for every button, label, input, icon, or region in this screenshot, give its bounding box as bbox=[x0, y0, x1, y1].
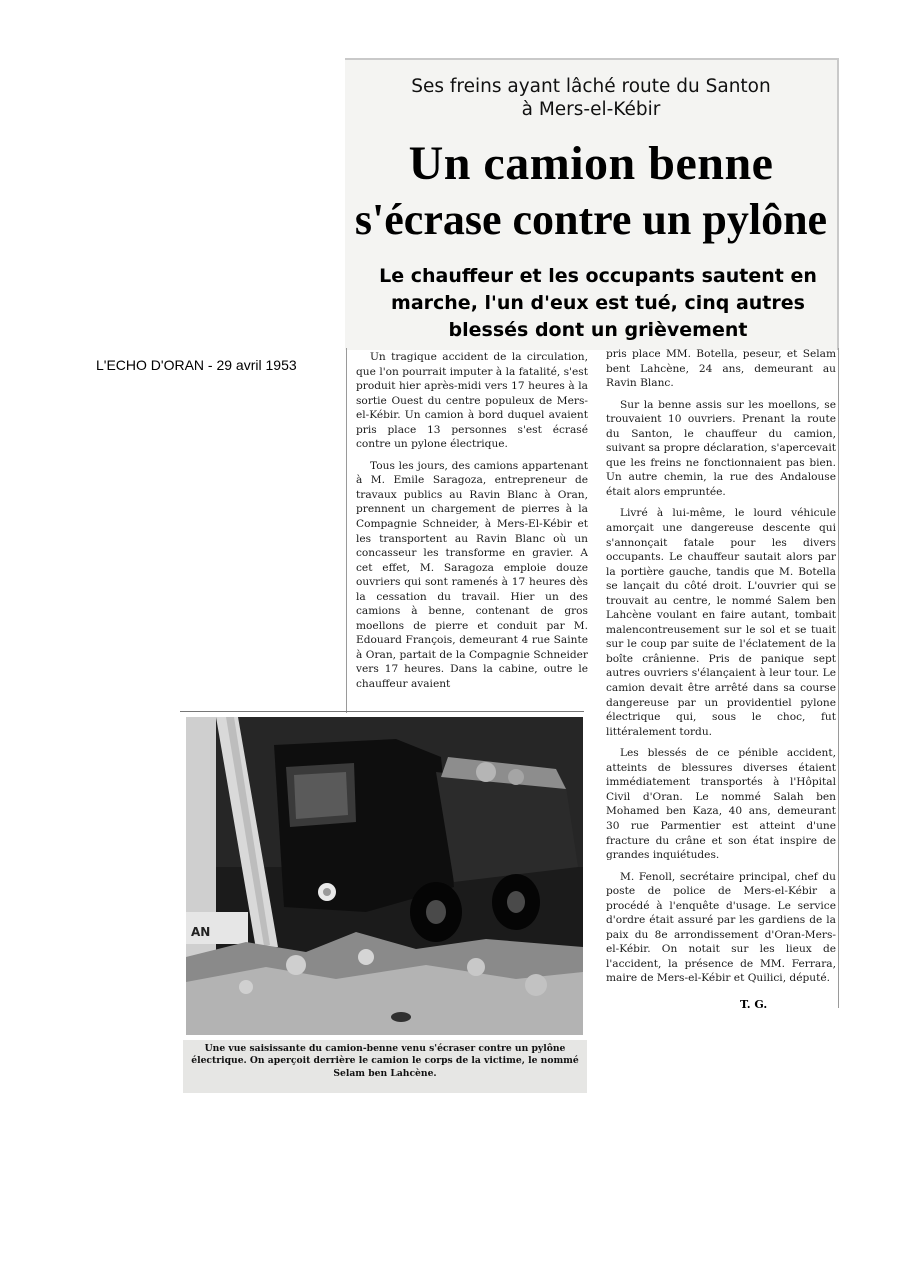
column2-paragraph: Livré à lui-même, le lourd véhicule amorçait une dangereuse descente qui s'annonçait fatale pour les divers occupants. Le chauffeur sautait alors par la portière gauche, tandis que M. Botella se lançait du côté droit. L'ouvrier qui se trouvait au centre, le nommé Salem ben Lahcène voulant en faire autant, tombait malencontreusement sur le sol et se tuait sur le coup par suite de l'éclatement de la boîte crânienne. Pris de panique sept autres ouvriers s'élançaient à leur tour. Le camion devait être arrêté dans sa course dangereuse par un providentiel pylone électrique qui, sous le choc, fut littéralement tordu. bbox=[606, 507, 836, 738]
article-kicker bbox=[345, 75, 837, 121]
column1-paragraph: Tous les jours, des camions appartenant à M. Emile Saragoza, entrepreneur de travaux publics au Ravin Blanc à Oran, prennent un chargement de pierres à la Compagnie Schneider, à Mers-El-Kébir et les transportent au Ravin Blanc où un concasseur les transforme en gravier. A cet effet, M. Saragoza emploie douze ouvriers qui sont ramenés à 17 heures dès la cessation du travail. Hier un des camions à benne, contenant de gros moellons de pierre et conduit par M. Edouard François, demeurant 4 rue Sainte à Oran, partait de la Compagnie Schneider vers 17 heures. Dans la cabine, outre le chauffeur avaient bbox=[356, 459, 588, 691]
photo-sign-text: AN bbox=[191, 925, 211, 939]
headline-line-2: s'écrase contre un pylône bbox=[354, 195, 828, 244]
headline-line-1: Un camion benne bbox=[408, 137, 774, 190]
article-column-1 bbox=[356, 350, 588, 710]
column2-paragraph: Les blessés de ce pénible accident, atteints de blessures diverses étaient immédiatement transportés à l'Hôpital Civil d'Oran. Le nommé Salah ben Mohamed ben Kaza, 40 ans, demeurant 30 rue Parmentier est atteint d'une fracture du crâne et son état inspire de grandes inquiétudes. bbox=[606, 747, 836, 862]
article-signature: T. G. bbox=[740, 998, 768, 1011]
truck-photo bbox=[186, 717, 583, 1035]
photo-caption: Une vue saisissante du camion-benne venu s'écraser contre un pylône électrique. On aperçoit derrière le camion le corps de la victime, le nommé Selam ben Lahcène. bbox=[183, 1040, 587, 1093]
column-divider-left bbox=[346, 348, 347, 713]
column2-paragraph: Sur la benne assis sur les moellons, se trouvaient 10 ouvriers. Prenant la route du Santon, le chauffeur du camion, suivant sa propre déclaration, s'apercevait que les freins ne fonctionnaient pas bien. Un autre chemin, la rue des Andalouse était alors empruntée. bbox=[606, 398, 836, 498]
column1-paragraph: Un tragique accident de la circulation, que l'on pourrait imputer à la fatalité, s'est produit hier après-midi vers 17 heures à la sortie Ouest du centre populeux de Mers-el-Kébir. Un camion à bord duquel avaient pris place 13 personnes s'est écrasé contre un pylone électrique. bbox=[356, 351, 588, 451]
column2-paragraph: M. Fenoll, secrétaire principal, chef du poste de police de Mers-el-Kébir a procédé à l'enquête d'usage. Le service d'ordre était assuré par les gardiens de la paix du 8e arrondissement d'Oran-Mers-el-Kébir. On notait sur les lieux de l'accident, la présence de MM. Ferrara, maire de Mers-el-Kébir et Quilici, député. bbox=[606, 870, 836, 985]
article-header bbox=[345, 58, 839, 350]
column2-paragraph: pris place MM. Botella, peseur, et Selam bent Lahcène, 24 ans, demeurant au Ravin Blanc. bbox=[606, 348, 836, 390]
article-column-2 bbox=[606, 347, 836, 992]
photo-top-rule bbox=[180, 711, 584, 712]
kicker-line-1: Ses freins ayant lâché route du Santon bbox=[411, 76, 771, 97]
article-subhead: Le chauffeur et les occupants sautent en marche, l'un d'eux est tué, cinq autres blessés dont un grièvement bbox=[379, 265, 817, 341]
source-label: L'ECHO D'ORAN - 29 avril 1953 bbox=[96, 357, 297, 373]
column-divider-right bbox=[838, 348, 839, 1008]
article-headline bbox=[345, 136, 837, 246]
kicker-line-2: à Mers-el-Kébir bbox=[521, 99, 661, 120]
